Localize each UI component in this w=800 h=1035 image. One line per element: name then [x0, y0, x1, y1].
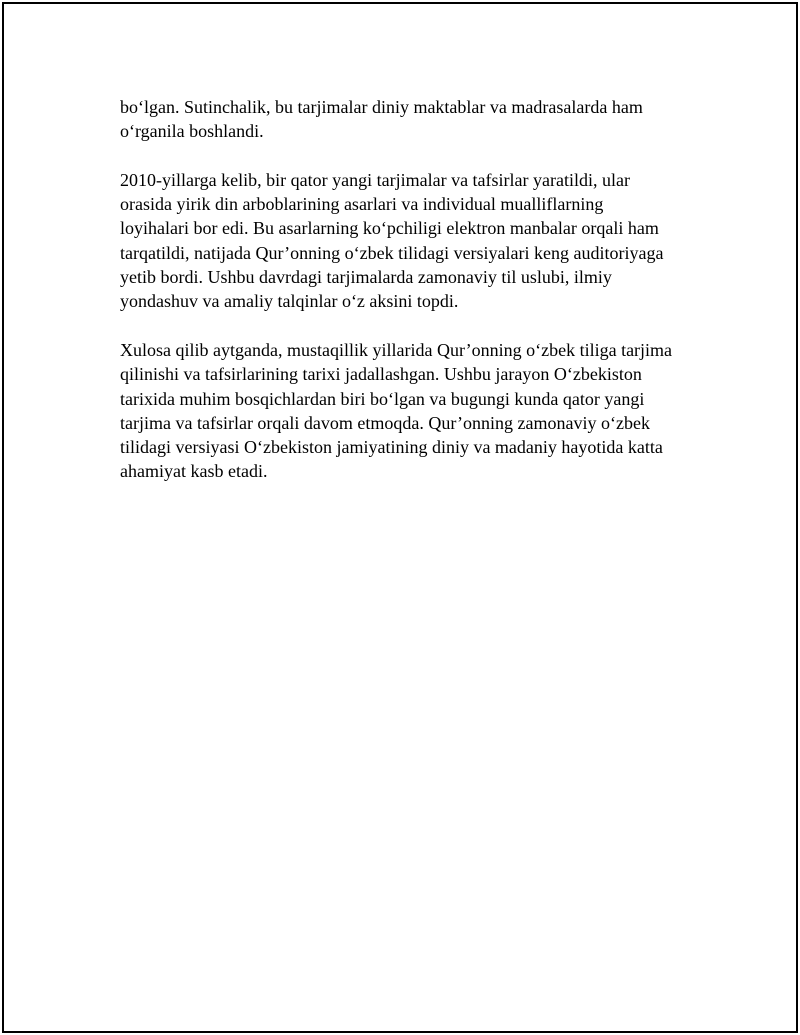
- text-line: tarqatildi, natijada Qur’onning o‘zbek tilidagi versiyalari keng auditoriyaga: [120, 242, 664, 263]
- paragraph-3: [120, 338, 695, 484]
- text-line: orasida yirik din arboblarining asarlari va individual mualliflarning: [120, 194, 604, 215]
- paragraph-2: [120, 168, 695, 314]
- paragraph-1: [120, 95, 695, 144]
- text-line: tilidagi versiyasi O‘zbekiston jamiyatining diniy va madaniy hayotida katta: [120, 437, 663, 458]
- text-line: tarjima va tafsirlar orqali davom etmoqda. Qur’onning zamonaviy o‘zbek: [120, 412, 650, 433]
- text-line: bo‘lgan. Sutinchalik, bu tarjimalar diniy maktablar va madrasalarda ham: [120, 97, 643, 117]
- text-line: ahamiyat kasb etadi.: [120, 461, 268, 482]
- document-page: [2, 2, 798, 1033]
- text-line: yetib bordi. Ushbu davrdagi tarjimalarda zamonaviy til uslubi, ilmiy: [120, 267, 612, 288]
- document-body: [120, 95, 695, 508]
- text-line: yondashuv va amaliy talqinlar o‘z aksini topdi.: [120, 291, 459, 312]
- text-line: o‘rganila boshlandi.: [120, 121, 264, 142]
- text-line: Xulosa qilib aytganda, mustaqillik yillarida Qur’onning o‘zbek tiliga tarjima: [120, 339, 673, 360]
- text-line: loyihalari bor edi. Bu asarlarning ko‘pchiligi elektron manbalar orqali ham: [120, 218, 659, 239]
- text-line: tarixida muhim bosqichlardan biri bo‘lgan va bugungi kunda qator yangi: [120, 388, 645, 409]
- text-line: qilinishi va tafsirlarining tarixi jadallashgan. Ushbu jarayon O‘zbekiston: [120, 364, 642, 385]
- text-line: 2010-yillarga kelib, bir qator yangi tarjimalar va tafsirlar yaratildi, ular: [120, 169, 630, 190]
